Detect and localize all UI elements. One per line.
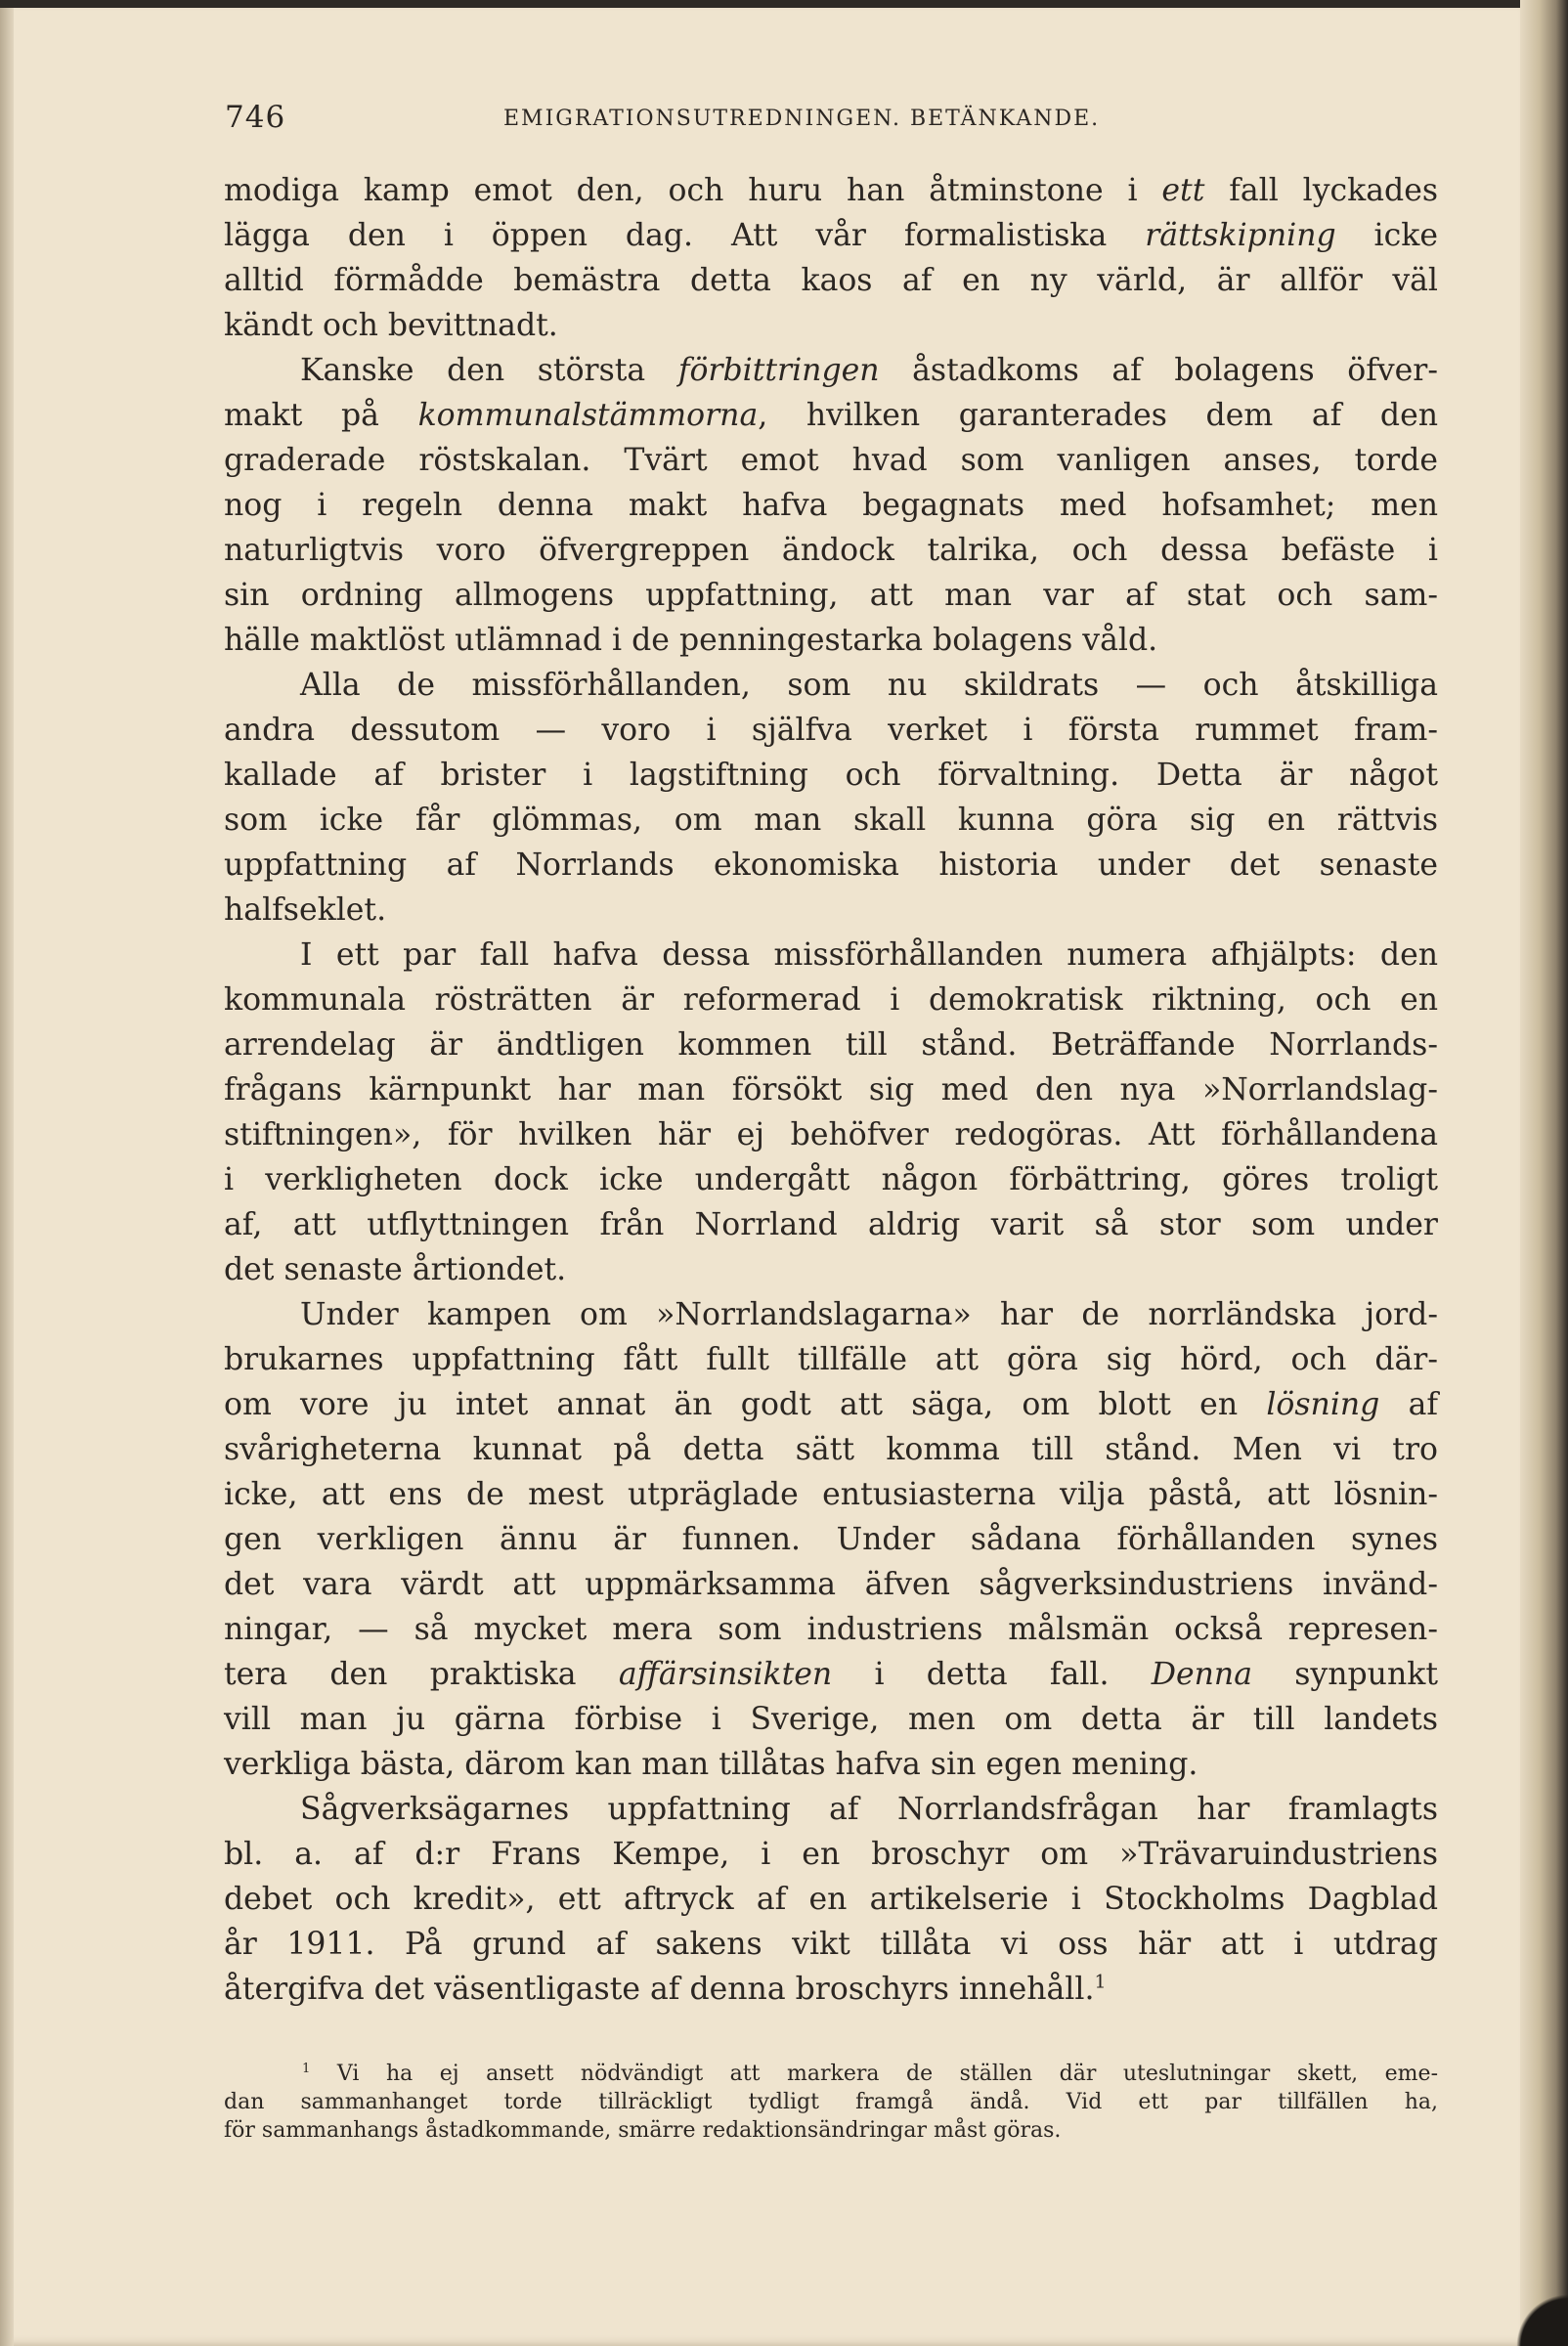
footnote-line <box>224 2060 1438 2088</box>
body-line <box>224 1652 1438 1697</box>
italic-text: förbittringen <box>677 353 880 388</box>
body-line <box>224 258 1438 303</box>
body-line <box>224 438 1438 483</box>
footnote-marker: 1 <box>1094 1971 1107 1993</box>
page-top-edge <box>0 0 1568 8</box>
text-run: stiftningen», för hvilken här ej behöfver redogöras. Att förhållandena <box>224 1117 1438 1152</box>
text-run: andra dessutom — voro i själfva verket i första rummet fram- <box>224 713 1438 748</box>
text-run: I ett par fall hafva dessa missförhållanden numera afhjälpts: den <box>300 937 1438 973</box>
body-line <box>224 1607 1438 1652</box>
text-run: Alla de missförhållanden, som nu skildrats — och åtskilliga <box>300 668 1438 703</box>
text-run: sin ordning allmogens uppfattning, att man var af stat och sam- <box>224 578 1438 613</box>
text-run: som icke får glömmas, om man skall kunna göra sig en rättvis <box>224 803 1438 838</box>
body-line <box>224 1922 1438 1967</box>
text-run: i detta fall. <box>832 1657 1152 1692</box>
text-run: det vara värdt att uppmärksamma äfven sågverksindustriens invänd- <box>224 1567 1438 1602</box>
body-line <box>224 393 1438 438</box>
text-run: Vi ha ej ansett nödvändigt att markera de ställen där uteslutningar skett, eme- <box>310 2062 1438 2086</box>
running-header <box>225 100 1437 143</box>
text-run: debet och kredit», ett aftryck af en artikelserie i Stockholms Dagblad <box>224 1882 1438 1917</box>
text-run: dan sammanhanget torde tillräckligt tydligt framgå ändå. Vid ett par tillfällen ha, <box>224 2090 1438 2114</box>
body-line <box>224 798 1438 843</box>
text-run: kändt och bevittnadt. <box>224 308 558 343</box>
text-run: lägga den i öppen dag. Att vår formalistiska <box>224 218 1146 253</box>
page-left-edge <box>0 8 14 2346</box>
body-line <box>224 1022 1438 1067</box>
body-line <box>224 1382 1438 1427</box>
page-number: 746 <box>225 100 286 135</box>
body-line <box>224 1067 1438 1112</box>
body-line <box>224 1877 1438 1922</box>
italic-text: rättskipning <box>1145 218 1336 253</box>
text-run: uppfattning af Norrlands ekonomiska historia under det senaste <box>224 847 1438 883</box>
body-line <box>224 618 1438 663</box>
footnote-marker: 1 <box>302 2062 311 2077</box>
text-run: ningar, — så mycket mera som industriens målsmän också represen- <box>224 1612 1438 1647</box>
body-line <box>224 1472 1438 1517</box>
text-run: vill man ju gärna förbise i Sverige, men om detta är till landets <box>224 1702 1438 1737</box>
text-run: arrendelag är ändtligen kommen till stånd. Beträffande Norrlands- <box>224 1027 1438 1063</box>
body-line <box>224 213 1438 258</box>
body-line <box>224 1562 1438 1607</box>
text-run: icke <box>1335 218 1438 253</box>
text-run: verkliga bästa, därom kan man tillåtas hafva sin egen mening. <box>224 1747 1198 1782</box>
text-run: naturligtvis voro öfvergreppen ändock talrika, och dessa befäste i <box>224 533 1438 568</box>
body-line <box>224 1517 1438 1562</box>
footnote-line <box>224 2088 1438 2116</box>
page-corner-shadow <box>1505 2287 1568 2346</box>
body-line <box>224 1247 1438 1292</box>
footnote <box>224 2060 1438 2145</box>
page-right-edge <box>1520 0 1568 2346</box>
text-run: gen verkligen ännu är funnen. Under sådana förhållanden synes <box>224 1522 1438 1557</box>
text-run: om vore ju intet annat än godt att säga, om blott en <box>224 1387 1267 1422</box>
text-run: alltid förmådde bemästra detta kaos af en ny värld, är allför väl <box>224 263 1438 298</box>
footnote-line <box>224 2116 1438 2145</box>
body-line <box>224 933 1438 978</box>
body-line <box>224 1292 1438 1337</box>
text-run: makt på <box>224 398 418 433</box>
body-line <box>224 528 1438 573</box>
text-run: graderade röstskalan. Tvärt emot hvad som vanligen anses, torde <box>224 443 1438 478</box>
text-run: af <box>1379 1387 1439 1422</box>
body-line <box>224 573 1438 618</box>
italic-text: ett <box>1161 173 1205 208</box>
body-line <box>224 1112 1438 1157</box>
body-line <box>224 1967 1438 2012</box>
text-run: kallade af brister i lagstiftning och förvaltning. Detta är något <box>224 758 1438 793</box>
text-run: frågans kärnpunkt har man försökt sig med den nya »Norrlandslag- <box>224 1072 1438 1108</box>
italic-text: affärsinsikten <box>618 1657 833 1692</box>
body-line <box>224 1742 1438 1787</box>
text-run: af, att utflyttningen från Norrland aldrig varit så stor som under <box>224 1207 1438 1242</box>
text-run: synpunkt <box>1252 1657 1438 1692</box>
text-run: för sammanhangs åstadkommande, smärre redaktionsändringar måst göras. <box>224 2118 1062 2143</box>
text-run: det senaste årtiondet. <box>224 1252 567 1287</box>
italic-text: Denna <box>1151 1657 1253 1692</box>
body-line <box>224 483 1438 528</box>
body-line <box>224 348 1438 393</box>
body-line <box>224 753 1438 798</box>
italic-text: kommunalstämmorna <box>417 398 759 433</box>
text-run: år 1911. På grund af sakens vikt tillåta vi oss här att i utdrag <box>224 1927 1438 1962</box>
text-run: hälle maktlöst utlämnad i de penningestarka bolagens våld. <box>224 623 1158 658</box>
body-line <box>224 1787 1438 1832</box>
body-line <box>224 1157 1438 1202</box>
body-line <box>224 888 1438 933</box>
text-run: modiga kamp emot den, och huru han åtminstone i <box>224 173 1162 208</box>
body-text <box>224 168 1438 2012</box>
text-run: , hvilken garanterades dem af den <box>758 398 1438 433</box>
text-run: Under kampen om »Norrlandslagarna» har de norrländska jord- <box>300 1297 1438 1332</box>
text-run: icke, att ens de mest utpräglade entusiasterna vilja påstå, att lösnin- <box>224 1477 1438 1512</box>
text-run: Sågverksägarnes uppfattning af Norrlandsfrågan har framlagts <box>300 1792 1438 1827</box>
text-run: kommunala rösträtten är reformerad i demokratisk riktning, och en <box>224 982 1438 1018</box>
body-line <box>224 663 1438 708</box>
body-line <box>224 843 1438 888</box>
text-run: halfseklet. <box>224 892 387 928</box>
text-run: tera den praktiska <box>224 1657 619 1692</box>
text-run: i verkligheten dock icke undergått någon förbättring, göres troligt <box>224 1162 1438 1197</box>
text-run: Kanske den största <box>300 353 678 388</box>
text-run: brukarnes uppfattning fått fullt tillfälle att göra sig hörd, och där- <box>224 1342 1438 1377</box>
text-run: fall lyckades <box>1204 173 1439 208</box>
body-line <box>224 168 1438 213</box>
body-line <box>224 1697 1438 1742</box>
body-line <box>224 1337 1438 1382</box>
text-run: nog i regeln denna makt hafva begagnats med hofsamhet; men <box>224 488 1438 523</box>
body-line <box>224 303 1438 348</box>
body-line <box>224 1427 1438 1472</box>
text-run: bl. a. af d:r Frans Kempe, i en broschyr om »Trävaruindustriens <box>224 1837 1438 1872</box>
body-line <box>224 978 1438 1022</box>
text-run: svårigheterna kunnat på detta sätt komma till stånd. Men vi tro <box>224 1432 1438 1467</box>
text-run: återgifva det väsentligaste af denna broschyrs innehåll. <box>224 1972 1095 2007</box>
text-run: åstadkoms af bolagens öfver- <box>879 353 1438 388</box>
body-line <box>224 708 1438 753</box>
italic-text: lösning <box>1266 1387 1380 1422</box>
running-title: EMIGRATIONSUTREDNINGEN. BETÄNKANDE. <box>503 107 1101 131</box>
body-line <box>224 1202 1438 1247</box>
body-line <box>224 1832 1438 1877</box>
